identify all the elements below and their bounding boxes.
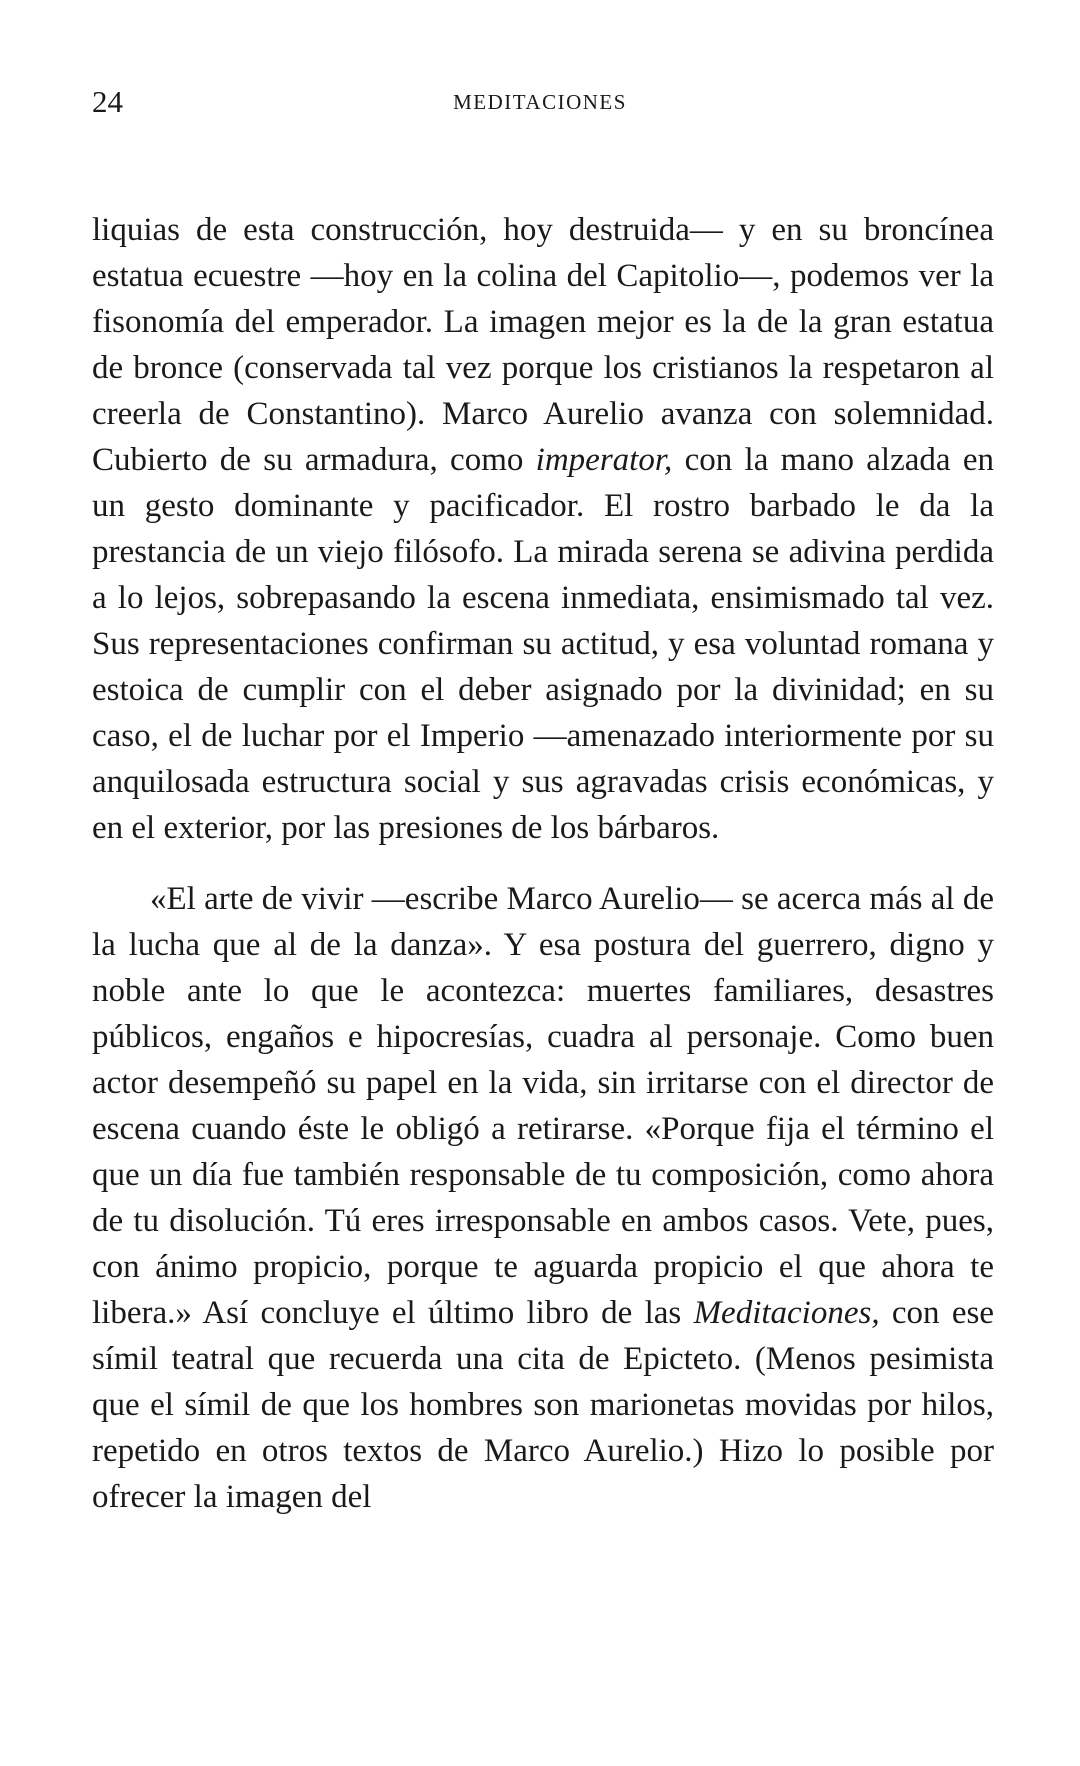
text-run: «El arte de vivir —escribe Marco Aurelio— se acerca más al de la lucha que al de la danza». Y esa postura del guerrero, digno y noble ante lo que le acontezca: muertes familiares, desastres públicos, engaños e hipocresías, cuadra al personaje. Como buen actor desempeñó su papel en la vida, sin irritarse con el director de escena cuando éste le obligó a retirarse. «Porque fija el término el que un día fue también responsable de tu composición, como ahora de tu disolución. Tú eres irresponsable en ambos casos. Vete, pues, con ánimo propicio, porque te aguarda propicio el que ahora te libera.» Así concluye el último libro de las: [92, 881, 994, 1331]
paragraph: [92, 207, 994, 851]
text-run: con la mano alzada en un gesto dominante y pacificador. El rostro barbado le da la prestancia de un viejo filósofo. La mirada serena se adivina perdida a lo lejos, sobrepasando la escena inmediata, ensimismado tal vez. Sus representaciones confirman su actitud, y esa voluntad romana y estoica de cumplir con el deber asignado por la divinidad; en su caso, el de luchar por el Imperio —amenazado interiormente por su anquilosada estructura social y sus agravadas crisis económicas, y en el exterior, por las presiones de los bárbaros.: [92, 442, 994, 846]
page-number: 24: [92, 84, 123, 119]
running-title: MEDITACIONES: [453, 90, 627, 114]
body-text: [92, 207, 994, 1520]
running-head: [92, 84, 988, 124]
text-run: con ese símil teatral que recuerda una cita de Epicteto. (Menos pesimista que el símil de que los hombres son marionetas movidas por hilos, repetido en otros textos de Marco Aurelio.) Hizo lo posible por ofrecer la imagen del: [92, 1295, 994, 1515]
text-run: liquias de esta construcción, hoy destruida— y en su broncínea estatua ecuestre —hoy en la colina del Capitolio—, podemos ver la fisonomía del emperador. La imagen mejor es la de la gran estatua de bronce (conservada tal vez porque los cristianos la respetaron al creerla de Constantino). Marco Aurelio avanza con solemnidad. Cubierto de su armadura, como: [92, 212, 994, 478]
paragraph: [92, 876, 994, 1520]
italic-term: imperator,: [535, 442, 673, 478]
italic-book-title: Meditaciones,: [693, 1295, 880, 1331]
